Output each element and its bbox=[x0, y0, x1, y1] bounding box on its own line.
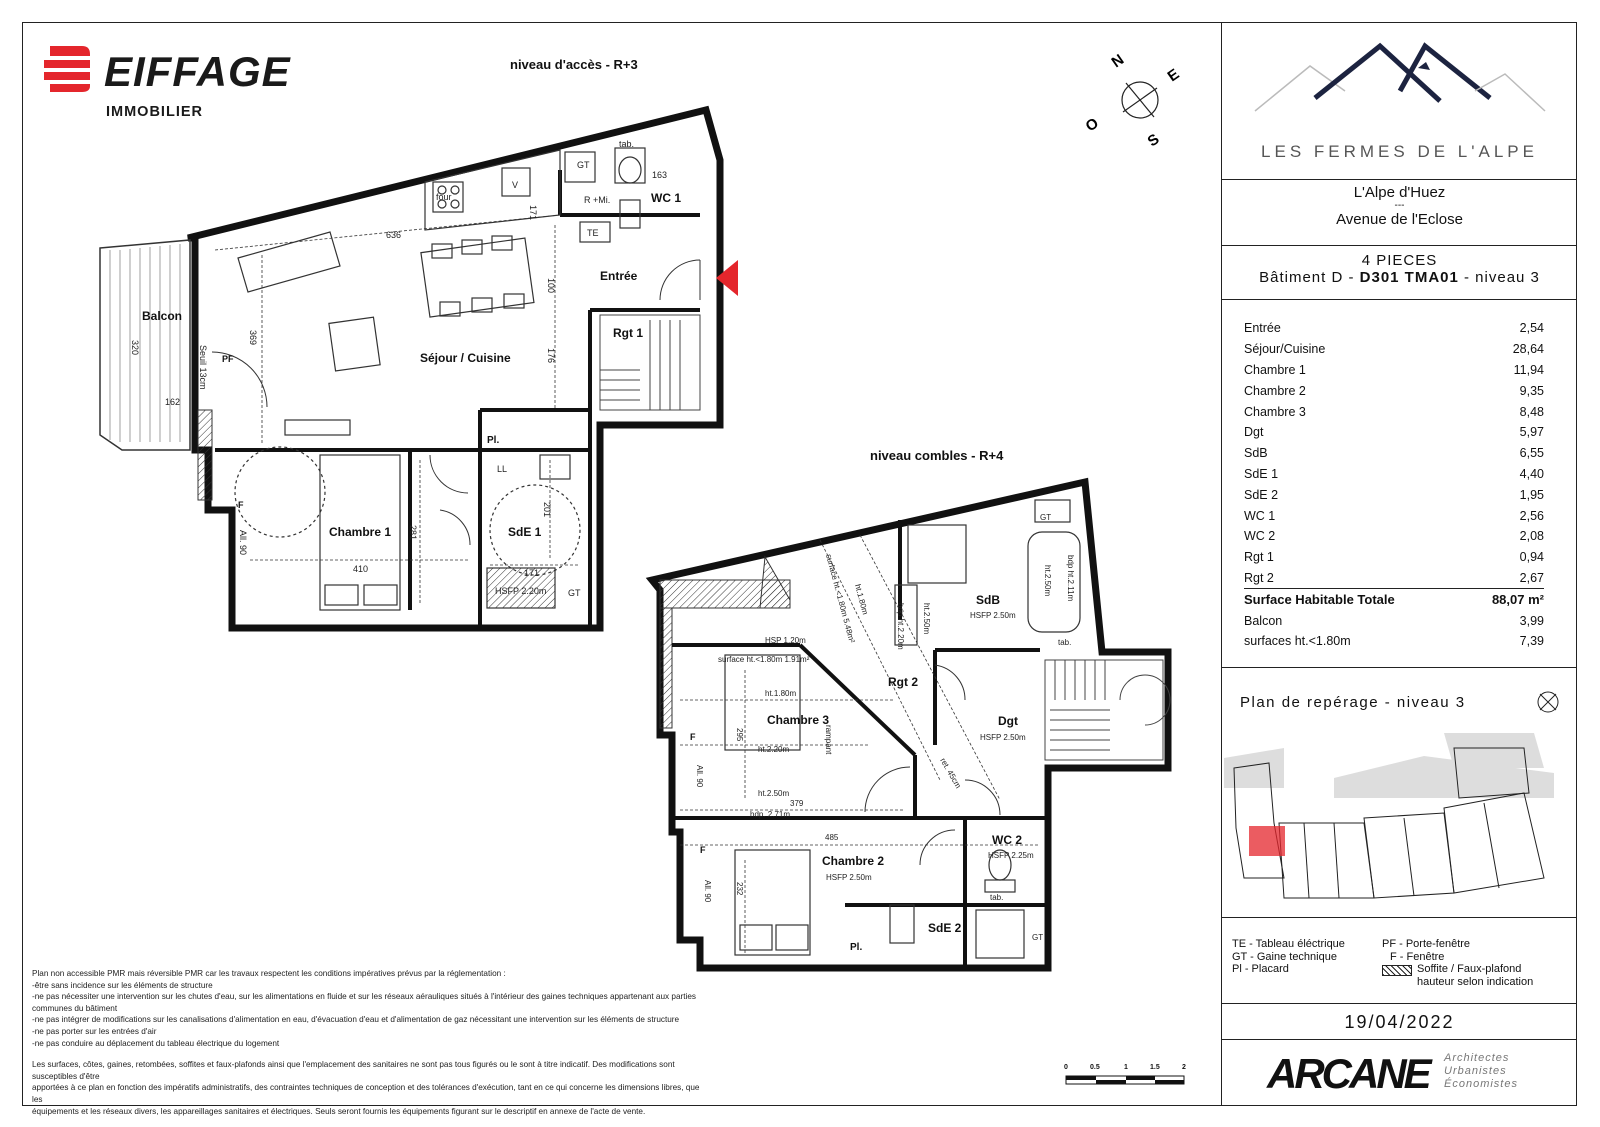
dim-232: 232 bbox=[735, 882, 744, 896]
area-row bbox=[1244, 631, 1544, 652]
soffite-swatch-icon bbox=[1382, 965, 1412, 976]
dim-176: 176 bbox=[546, 348, 556, 364]
area-value: 2,56 bbox=[1519, 508, 1544, 523]
label-pf: PF bbox=[222, 354, 234, 364]
area-row bbox=[1244, 526, 1544, 547]
scale-bar bbox=[1062, 1060, 1192, 1100]
area-value: 28,64 bbox=[1512, 342, 1544, 357]
locator-box bbox=[1222, 668, 1577, 918]
disclaimer-line: apportées à ce plan en fonction des impératifs administratifs, des contraintes techniques de conception et des tolérances d'exécution, tant en ce qui concerne les dimensions libres, que les bbox=[32, 1083, 700, 1104]
locator-title: Plan de repérage - niveau 3 bbox=[1240, 694, 1466, 711]
area-name: Dgt bbox=[1244, 425, 1264, 440]
label-surf548: surface ht.<1.80m 5.48m² bbox=[824, 553, 857, 644]
label-ht250: ht.2.50m bbox=[758, 789, 790, 798]
scale-tick-15: 1.5 bbox=[1150, 1064, 1160, 1071]
areas-table bbox=[1244, 318, 1544, 652]
label-hsfp250b: HSFP 2.50m bbox=[980, 733, 1026, 742]
plan-date: 19/04/2022 bbox=[1344, 1012, 1455, 1032]
area-value: 2,54 bbox=[1519, 321, 1544, 336]
label-chambre3: Chambre 3 bbox=[767, 713, 830, 727]
label-gt: GT bbox=[577, 160, 590, 170]
area-name: Chambre 2 bbox=[1244, 383, 1306, 398]
attic-plan-title: niveau combles - R+4 bbox=[870, 448, 1004, 463]
area-value: 1,95 bbox=[1519, 487, 1544, 502]
label-wc1: WC 1 bbox=[651, 191, 681, 205]
label-sejour: Séjour / Cuisine bbox=[420, 351, 511, 365]
label-wc2: WC 2 bbox=[992, 833, 1022, 847]
label-rgt2: Rgt 2 bbox=[888, 675, 918, 689]
scale-tick-2: 2 bbox=[1182, 1064, 1186, 1071]
area-row bbox=[1244, 484, 1544, 505]
area-row bbox=[1244, 380, 1544, 401]
label-te: TE bbox=[587, 228, 599, 238]
label-ret: ret. 45cm bbox=[938, 756, 963, 790]
date-box bbox=[1222, 1004, 1577, 1040]
label-bdp220: bdp ht.2.20m bbox=[896, 603, 905, 650]
label-hsfp225: HSFP 2.25m bbox=[988, 851, 1034, 860]
locator-map bbox=[1224, 728, 1569, 908]
label-ht180: ht.1.80m bbox=[765, 689, 797, 698]
project-logo-box bbox=[1222, 22, 1577, 180]
label-chambre1: Chambre 1 bbox=[329, 525, 392, 539]
disclaimer-line: Plan non accessible PMR mais réversible PMR car les travaux respectent les conditions impératives prévus par la réglementation : bbox=[32, 969, 506, 978]
dim-636: 636 bbox=[386, 230, 402, 240]
area-row bbox=[1244, 443, 1544, 464]
area-row bbox=[1244, 568, 1544, 589]
area-row bbox=[1244, 318, 1544, 339]
scale-tick-1: 1 bbox=[1124, 1064, 1128, 1071]
area-row bbox=[1244, 547, 1544, 568]
area-name: SdE 1 bbox=[1244, 466, 1279, 481]
compass-o: O bbox=[1082, 114, 1102, 136]
compass-e: E bbox=[1164, 65, 1183, 86]
label-four: four bbox=[436, 192, 452, 202]
label-hsp120: HSP 1.20m bbox=[765, 636, 806, 645]
disclaimer-line: équipements et les réseaux divers, les appareillages sanitaires et électriques. Seuls seront fournis les équipements figurant sur le descriptif en annexe de l'acte de vente. bbox=[32, 1106, 646, 1116]
label-ht180b: ht.1.80m bbox=[853, 583, 870, 616]
area-value: 8,48 bbox=[1519, 404, 1544, 419]
label-gt-r4a: GT bbox=[1040, 513, 1052, 522]
label-ht220: ht.2.20m bbox=[758, 745, 790, 754]
legend-pf: PF - Porte-fenêtre bbox=[1382, 938, 1471, 950]
label-f-r4b: F bbox=[700, 845, 706, 855]
legend-box bbox=[1222, 918, 1577, 1004]
dim-201: 201 bbox=[542, 502, 552, 518]
wall-hatch-r4 bbox=[660, 608, 672, 728]
legend-te: TE - Tableau éléctrique bbox=[1232, 938, 1345, 950]
project-name: LES FERMES DE L'ALPE bbox=[1261, 142, 1538, 161]
label-rampant: rampant bbox=[824, 725, 833, 755]
label-balcon: Balcon bbox=[142, 309, 183, 323]
area-name: Chambre 3 bbox=[1244, 404, 1306, 419]
label-tab-r4b: tab. bbox=[990, 893, 1004, 902]
legend-pl: Pl - Placard bbox=[1232, 963, 1289, 975]
area-row bbox=[1244, 589, 1544, 610]
area-name: Chambre 1 bbox=[1244, 362, 1306, 377]
area-row bbox=[1244, 360, 1544, 381]
dim-281: 281 bbox=[408, 525, 418, 541]
label-placard-r4: Pl. bbox=[850, 942, 863, 953]
dim-369: 369 bbox=[248, 330, 258, 346]
area-value: 2,08 bbox=[1519, 529, 1544, 544]
area-row bbox=[1244, 401, 1544, 422]
street: Avenue de l'Eclose bbox=[1336, 211, 1463, 228]
city: L'Alpe d'Huez bbox=[1353, 184, 1446, 201]
label-rgt1: Rgt 1 bbox=[613, 326, 643, 340]
apartment-type: 4 PIECES bbox=[1361, 252, 1438, 269]
title-block bbox=[1222, 22, 1577, 1106]
label-tab: tab. bbox=[619, 139, 635, 149]
dim-295: 295 bbox=[735, 728, 744, 742]
area-value: 3,99 bbox=[1519, 613, 1544, 628]
label-gt-r4b: GT bbox=[1032, 933, 1044, 942]
area-name: Rgt 2 bbox=[1244, 570, 1274, 585]
building-suffix: - niveau 3 bbox=[1458, 269, 1540, 286]
label-r-mi: R +Mi. bbox=[584, 195, 611, 205]
architect-l3: Économistes bbox=[1444, 1078, 1518, 1090]
r4-fixtures bbox=[725, 500, 1080, 958]
label-hsfp250a: HSFP 2.50m bbox=[970, 611, 1016, 620]
label-sde1: SdE 1 bbox=[508, 525, 542, 539]
label-f-r4a: F bbox=[690, 732, 696, 742]
legend-soffite-1: Soffite / Faux-plafond bbox=[1417, 963, 1522, 975]
label-sdb: SdB bbox=[976, 593, 1000, 607]
dim-162: 162 bbox=[165, 397, 181, 407]
area-name: Entrée bbox=[1244, 321, 1281, 336]
brand-name: EIFFAGE bbox=[104, 48, 291, 95]
brand-sub: IMMOBILIER bbox=[106, 104, 203, 120]
area-name: SdB bbox=[1244, 446, 1268, 461]
label-gt-2: GT bbox=[568, 588, 581, 598]
compass-n: N bbox=[1108, 51, 1128, 72]
label-hdp271: hdp. 2.71m bbox=[750, 810, 791, 819]
legend-gt: GT - Gaine technique bbox=[1232, 950, 1337, 963]
dim-100: 100 bbox=[546, 278, 556, 294]
architect-l1: Architectes bbox=[1444, 1052, 1510, 1064]
address-separator: --- bbox=[1394, 200, 1405, 211]
label-hsfp250c: HSFP 2.50m bbox=[826, 873, 872, 882]
area-row bbox=[1244, 505, 1544, 526]
building-prefix: Bâtiment D - bbox=[1259, 269, 1360, 286]
label-ht250c: ht.2.50m bbox=[1043, 565, 1052, 597]
disclaimer-line: communes du bâtiment bbox=[32, 1003, 118, 1013]
area-value: 11,94 bbox=[1513, 362, 1544, 377]
area-value: 0,94 bbox=[1519, 550, 1544, 565]
area-row bbox=[1244, 339, 1544, 360]
area-value: 7,39 bbox=[1519, 634, 1544, 649]
area-name: Rgt 1 bbox=[1244, 550, 1274, 565]
label-sde2: SdE 2 bbox=[928, 921, 962, 935]
area-name: Balcon bbox=[1244, 613, 1283, 628]
dim-320: 320 bbox=[130, 340, 140, 356]
area-name: WC 2 bbox=[1244, 529, 1276, 544]
mountains-icon bbox=[1250, 36, 1550, 116]
dim-485: 485 bbox=[825, 833, 839, 842]
compass-s: S bbox=[1144, 130, 1163, 151]
area-name: WC 1 bbox=[1244, 508, 1276, 523]
label-dgt: Dgt bbox=[998, 714, 1018, 728]
label-placard: Pl. bbox=[487, 435, 500, 446]
label-v: V bbox=[512, 180, 519, 190]
r4-outer-wall bbox=[652, 482, 1168, 968]
lot-number: D301 TMA01 bbox=[1359, 269, 1459, 286]
disclaimer-text bbox=[32, 968, 712, 1117]
architect-box bbox=[1222, 1040, 1577, 1106]
architect-l2: Urbanistes bbox=[1444, 1065, 1507, 1077]
disclaimer-line: -ne pas intégrer de modifications sur les canalisations d'alimentation en eau, d'évacuation d'eau et d'alimentation de gaz nécessitant une intervention sur les éléments de structure bbox=[32, 1015, 680, 1025]
stairs-r4 bbox=[1045, 660, 1170, 760]
dim-163: 163 bbox=[652, 170, 668, 180]
area-value: 2,67 bbox=[1519, 570, 1544, 585]
disclaimer-line: -ne pas nécessiter une intervention sur les chutes d'eau, sur les alimentations en fluide et sur les réseaux aérauliques situés à l'intérieur des gaines techniques appartenant aux parties bbox=[32, 992, 696, 1002]
lot-box bbox=[1222, 246, 1577, 300]
legend-soffite-2: hauteur selon indication bbox=[1417, 975, 1534, 988]
label-all90-r4b: All. 90 bbox=[703, 880, 712, 903]
area-value: 4,40 bbox=[1519, 466, 1544, 481]
label-seuil: Seuil 13cm bbox=[198, 345, 208, 390]
dim-171b: 171 bbox=[524, 568, 540, 578]
disclaimer-line: Les surfaces, côtes, gaines, retombées, soffites et faux-plafonds ainsi que l'emplacement des sanitaires ne sont pas tous figurés ou le sont à titre indicatif. Des modifications sont susceptibles d'être bbox=[32, 1060, 675, 1081]
area-name: Séjour/Cuisine bbox=[1244, 342, 1326, 357]
dim-410: 410 bbox=[353, 564, 369, 574]
area-value: 88,07 m² bbox=[1449, 589, 1544, 610]
area-value: 9,35 bbox=[1519, 383, 1544, 398]
label-f: F bbox=[238, 500, 244, 510]
area-row bbox=[1244, 610, 1544, 631]
address-box bbox=[1222, 180, 1577, 246]
locator-compass-icon bbox=[1530, 682, 1566, 718]
area-value: 6,55 bbox=[1519, 446, 1544, 461]
disclaimer-line: -être sans incidence sur les éléments de structure bbox=[32, 980, 213, 990]
area-row bbox=[1244, 422, 1544, 443]
disclaimer-line: -ne pas porter sur les entrées d'air bbox=[32, 1026, 157, 1036]
area-name: Surface Habitable Totale bbox=[1244, 589, 1449, 610]
label-tab-r4a: tab. bbox=[1058, 638, 1072, 647]
label-ht250b: ht.2.50m bbox=[922, 603, 931, 635]
scale-tick-0: 0 bbox=[1064, 1064, 1068, 1071]
label-bdp211: bdp ht.2.11m bbox=[1066, 555, 1075, 602]
label-all90-r4a: All. 90 bbox=[695, 765, 704, 788]
area-name: SdE 2 bbox=[1244, 487, 1279, 502]
locator-highlight bbox=[1249, 826, 1285, 856]
label-hsfp: HSFP 2.20m bbox=[495, 586, 547, 596]
dim-171a: 171 bbox=[528, 205, 538, 221]
label-chambre2: Chambre 2 bbox=[822, 854, 885, 868]
area-value: 5,97 bbox=[1519, 425, 1544, 440]
area-name: surfaces ht.<1.80m bbox=[1244, 634, 1351, 649]
disclaimer-line: -ne pas conduire au déplacement du tableau électrique du logement bbox=[32, 1038, 280, 1048]
label-all90: All. 90 bbox=[238, 530, 248, 556]
architect-name: ARCANE bbox=[1267, 1050, 1429, 1097]
label-surf191: surface ht.<1.80m 1.91m² bbox=[718, 655, 810, 664]
scale-tick-05: 0.5 bbox=[1090, 1064, 1100, 1071]
areas-box bbox=[1222, 300, 1577, 668]
label-ll: LL bbox=[497, 464, 508, 474]
label-entree: Entrée bbox=[600, 269, 638, 283]
legend-f: F - Fenêtre bbox=[1390, 950, 1445, 963]
area-row bbox=[1244, 464, 1544, 485]
access-plan-title: niveau d'accès - R+3 bbox=[510, 57, 638, 72]
dim-379: 379 bbox=[790, 799, 804, 808]
